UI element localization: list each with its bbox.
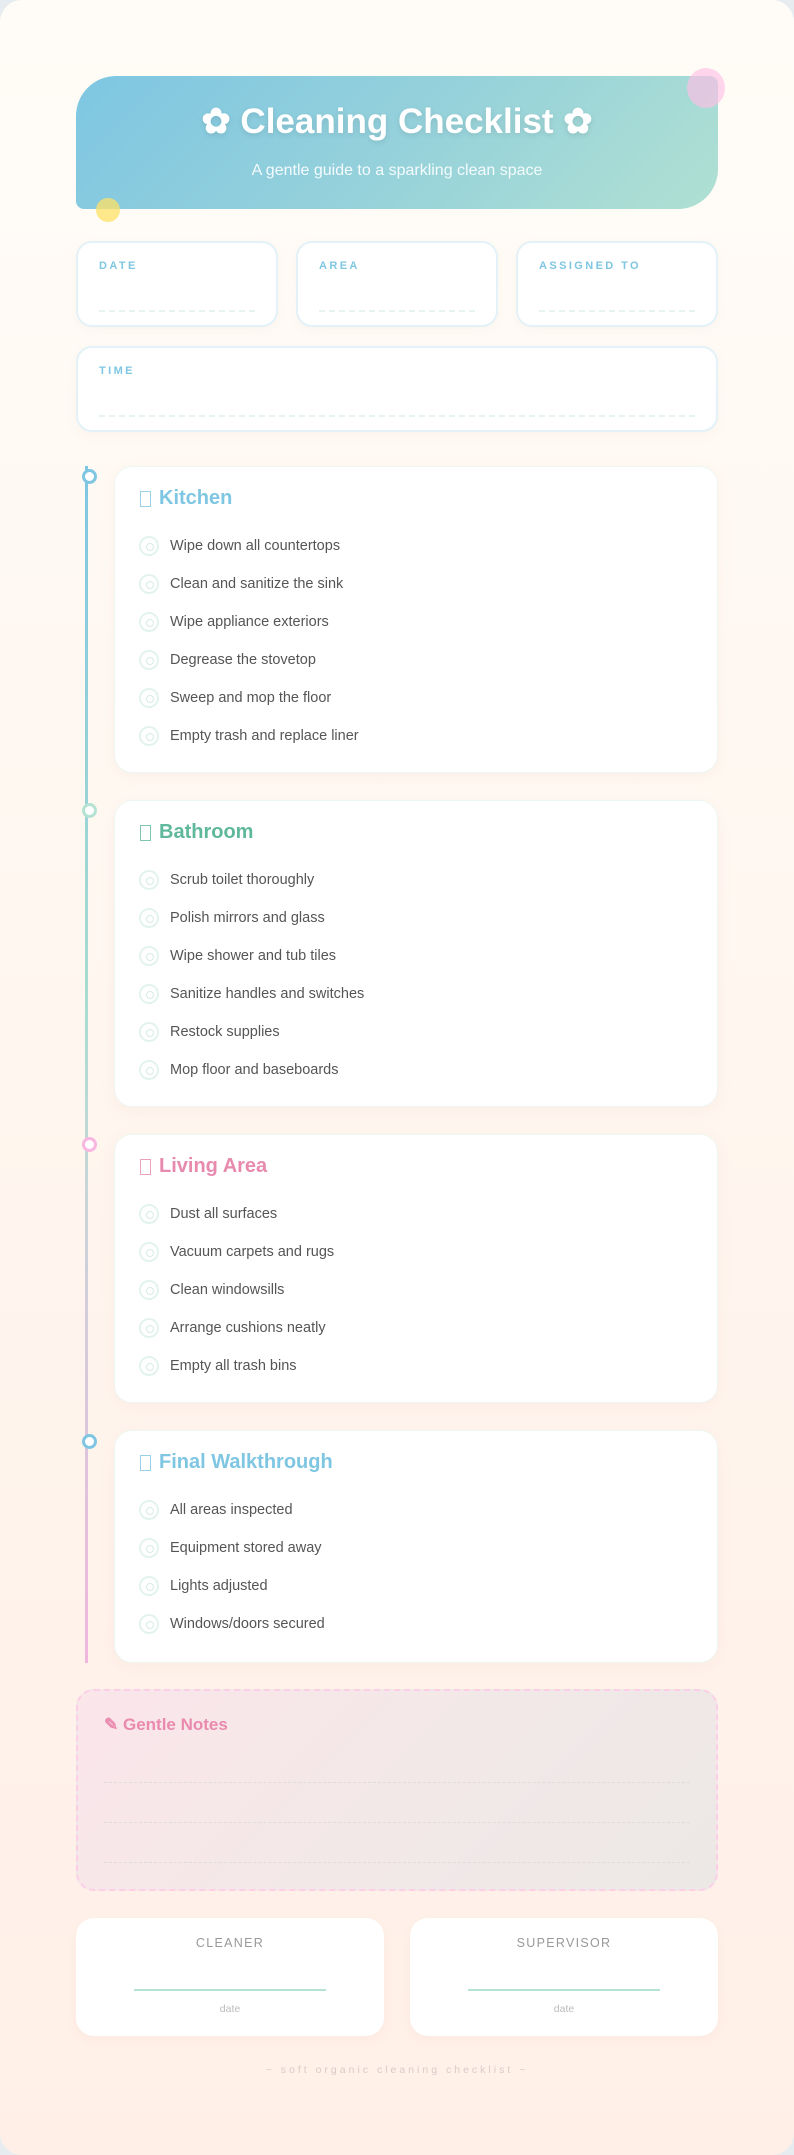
task-item[interactable] [139, 944, 336, 968]
task-label: Empty all trash bins [170, 1358, 297, 1374]
timeline-dot-kitchen [82, 469, 97, 484]
section-kitchen [114, 466, 718, 773]
section-title-text: Living Area [159, 1155, 268, 1177]
assigned-to-label: ASSIGNED TO [539, 260, 641, 272]
assigned-to-input-line[interactable] [539, 310, 695, 312]
task-item[interactable] [139, 534, 340, 558]
task-label: Mop floor and baseboards [170, 1062, 339, 1078]
checkbox-icon[interactable] [139, 1500, 159, 1520]
checkbox-icon[interactable] [139, 1204, 159, 1224]
notes-line[interactable] [104, 1822, 690, 1823]
notes-box[interactable] [76, 1689, 718, 1891]
task-label: All areas inspected [170, 1502, 293, 1518]
task-item[interactable] [139, 1058, 338, 1082]
timeline-line [85, 466, 88, 1663]
task-label: Windows/doors secured [170, 1616, 325, 1632]
assigned-to-field[interactable] [516, 241, 718, 327]
task-item[interactable] [139, 982, 364, 1006]
task-item[interactable] [139, 906, 325, 930]
checkbox-icon[interactable] [139, 726, 159, 746]
footer-text: ~ soft organic cleaning checklist ~ [265, 2064, 529, 2076]
task-item[interactable] [139, 1240, 334, 1264]
task-item[interactable] [139, 724, 359, 748]
header-banner [76, 76, 718, 209]
task-label: Vacuum carpets and rugs [170, 1244, 335, 1260]
task-label: Sweep and mop the floor [170, 690, 332, 706]
task-label: Restock supplies [170, 1024, 280, 1040]
signature-cleaner [76, 1918, 384, 2036]
final-walkthrough-icon [140, 1455, 151, 1471]
area-field[interactable] [296, 241, 498, 327]
notes-line[interactable] [104, 1782, 690, 1783]
date-field[interactable] [76, 241, 278, 327]
task-item[interactable] [139, 572, 343, 596]
signature-label: CLEANER [195, 1936, 265, 1950]
task-item[interactable] [139, 1316, 326, 1340]
task-label: Wipe appliance exteriors [170, 614, 329, 630]
task-label: Clean windowsills [170, 1282, 285, 1298]
task-item[interactable] [139, 1612, 325, 1636]
checkbox-icon[interactable] [139, 1318, 159, 1338]
area-input-line[interactable] [319, 310, 475, 312]
checkbox-icon[interactable] [139, 574, 159, 594]
living-area-icon [140, 1159, 151, 1175]
checkbox-icon[interactable] [139, 870, 159, 890]
task-item[interactable] [139, 1020, 280, 1044]
checkbox-icon[interactable] [139, 946, 159, 966]
bathroom-icon [140, 825, 151, 841]
task-item[interactable] [139, 868, 314, 892]
checkbox-icon[interactable] [139, 1614, 159, 1634]
section-final-walkthrough [114, 1430, 718, 1663]
checkbox-icon[interactable] [139, 908, 159, 928]
timeline-dot-bathroom [82, 803, 97, 818]
timeline-dot-living-area [82, 1137, 97, 1152]
checkbox-icon[interactable] [139, 1576, 159, 1596]
checkbox-icon[interactable] [139, 1538, 159, 1558]
task-item[interactable] [139, 1498, 293, 1522]
section-title-text: Kitchen [159, 487, 233, 509]
checkbox-icon[interactable] [139, 1280, 159, 1300]
notes-line[interactable] [104, 1862, 690, 1863]
signature-date-label: date [219, 2003, 241, 2015]
task-label: Wipe down all countertops [170, 538, 341, 554]
signature-line[interactable] [134, 1989, 326, 1991]
page-subtitle: A gentle guide to a sparkling clean space [251, 162, 543, 179]
checkbox-icon[interactable] [139, 650, 159, 670]
task-label: Wipe shower and tub tiles [170, 948, 337, 964]
date-label: DATE [99, 260, 138, 272]
timeline-dot-final-walkthrough [82, 1434, 97, 1449]
page-title: ✿ Cleaning Checklist ✿ [201, 102, 593, 141]
signature-line[interactable] [468, 1989, 660, 1991]
section-title-kitchen [140, 487, 232, 510]
task-item[interactable] [139, 1202, 277, 1226]
task-item[interactable] [139, 648, 316, 672]
task-label: Lights adjusted [170, 1578, 268, 1594]
section-title-bathroom [140, 821, 253, 844]
task-label: Polish mirrors and glass [170, 910, 325, 926]
checkbox-icon[interactable] [139, 612, 159, 632]
section-title-final-walkthrough [140, 1451, 333, 1474]
task-label: Dust all surfaces [170, 1206, 278, 1222]
task-label: Arrange cushions neatly [170, 1320, 326, 1336]
task-label: Equipment stored away [170, 1540, 322, 1556]
signature-supervisor [410, 1918, 718, 2036]
section-title-text: Final Walkthrough [159, 1451, 333, 1473]
notes-title: ✎ Gentle Notes [104, 1715, 228, 1734]
section-bathroom [114, 800, 718, 1107]
signature-date-label: date [553, 2003, 575, 2015]
checkbox-icon[interactable] [139, 1022, 159, 1042]
task-label: Degrease the stovetop [170, 652, 316, 668]
task-label: Empty trash and replace liner [170, 728, 359, 744]
checkbox-icon[interactable] [139, 688, 159, 708]
decorative-pink-blob [687, 68, 725, 108]
section-title-living-area [140, 1155, 267, 1178]
checkbox-icon[interactable] [139, 984, 159, 1004]
task-item[interactable] [139, 1536, 322, 1560]
kitchen-icon [140, 491, 151, 507]
task-label: Clean and sanitize the sink [170, 576, 344, 592]
signature-label: SUPERVISOR [516, 1936, 612, 1950]
time-input-line[interactable] [99, 415, 695, 417]
date-input-line[interactable] [99, 310, 255, 312]
decorative-yellow-blob [96, 198, 120, 222]
time-field[interactable] [76, 346, 718, 432]
task-item[interactable] [139, 610, 329, 634]
task-label: Sanitize handles and switches [170, 986, 365, 1002]
task-item[interactable] [139, 686, 331, 710]
checkbox-icon[interactable] [139, 1242, 159, 1262]
task-label: Scrub toilet thoroughly [170, 872, 315, 888]
task-item[interactable] [139, 1574, 268, 1598]
area-label: AREA [319, 260, 360, 272]
checkbox-icon[interactable] [139, 536, 159, 556]
time-label: TIME [99, 365, 135, 377]
section-title-text: Bathroom [159, 821, 254, 843]
task-item[interactable] [139, 1278, 284, 1302]
checkbox-icon[interactable] [139, 1060, 159, 1080]
section-living-area [114, 1134, 718, 1403]
checkbox-icon[interactable] [139, 1356, 159, 1376]
task-item[interactable] [139, 1354, 297, 1378]
